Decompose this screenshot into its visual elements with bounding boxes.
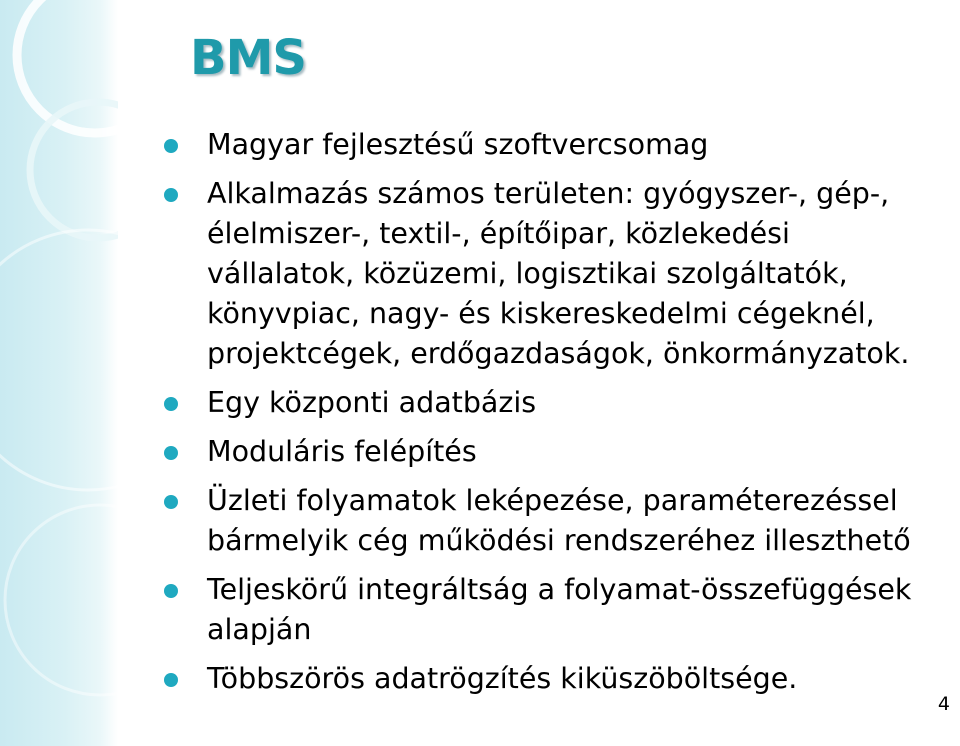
bullet-text: Teljeskörű integráltság a folyamat-összefüggések alapján bbox=[207, 573, 912, 646]
bullet-icon bbox=[164, 188, 178, 202]
bullet-item bbox=[160, 432, 940, 472]
bullet-icon bbox=[164, 397, 178, 411]
bullet-text: Magyar fejlesztésű szoftvercsomag bbox=[207, 128, 709, 161]
slide-title: BMS bbox=[190, 30, 306, 86]
bullet-text: Alkalmazás számos területen: gyógyszer-, gép-, élelmiszer-, textil-, építőipar, közlekedési vállalatok, közüzemi, logisztikai szolgáltatók, könyvpiac, nagy- és kiskereskedelmi cégeknél, projektcégek, erdőgazdaságok, önkormányzatok. bbox=[207, 177, 910, 370]
bullet-list bbox=[160, 125, 940, 708]
bullet-icon bbox=[164, 446, 178, 460]
bullet-item bbox=[160, 481, 940, 561]
bullet-icon bbox=[164, 139, 178, 153]
bullet-item bbox=[160, 659, 940, 699]
bullet-text: Üzleti folyamatok leképezése, paraméterezéssel bármelyik cég működési rendszeréhez illeszthető bbox=[207, 484, 911, 557]
bullet-text: Többszörös adatrögzítés kiküszöböltsége. bbox=[207, 662, 798, 695]
bullet-icon bbox=[164, 584, 178, 598]
bullet-text: Moduláris felépítés bbox=[207, 435, 477, 468]
page-number: 4 bbox=[937, 693, 950, 715]
decorative-circles-graphic bbox=[0, 0, 118, 746]
bullet-icon bbox=[164, 495, 178, 509]
bullet-item bbox=[160, 570, 940, 650]
bullet-text: Egy központi adatbázis bbox=[207, 386, 537, 419]
bullet-item bbox=[160, 383, 940, 423]
decorative-side-band bbox=[0, 0, 118, 746]
bullet-item bbox=[160, 174, 940, 374]
bullet-item bbox=[160, 125, 940, 165]
bullet-icon bbox=[164, 673, 178, 687]
